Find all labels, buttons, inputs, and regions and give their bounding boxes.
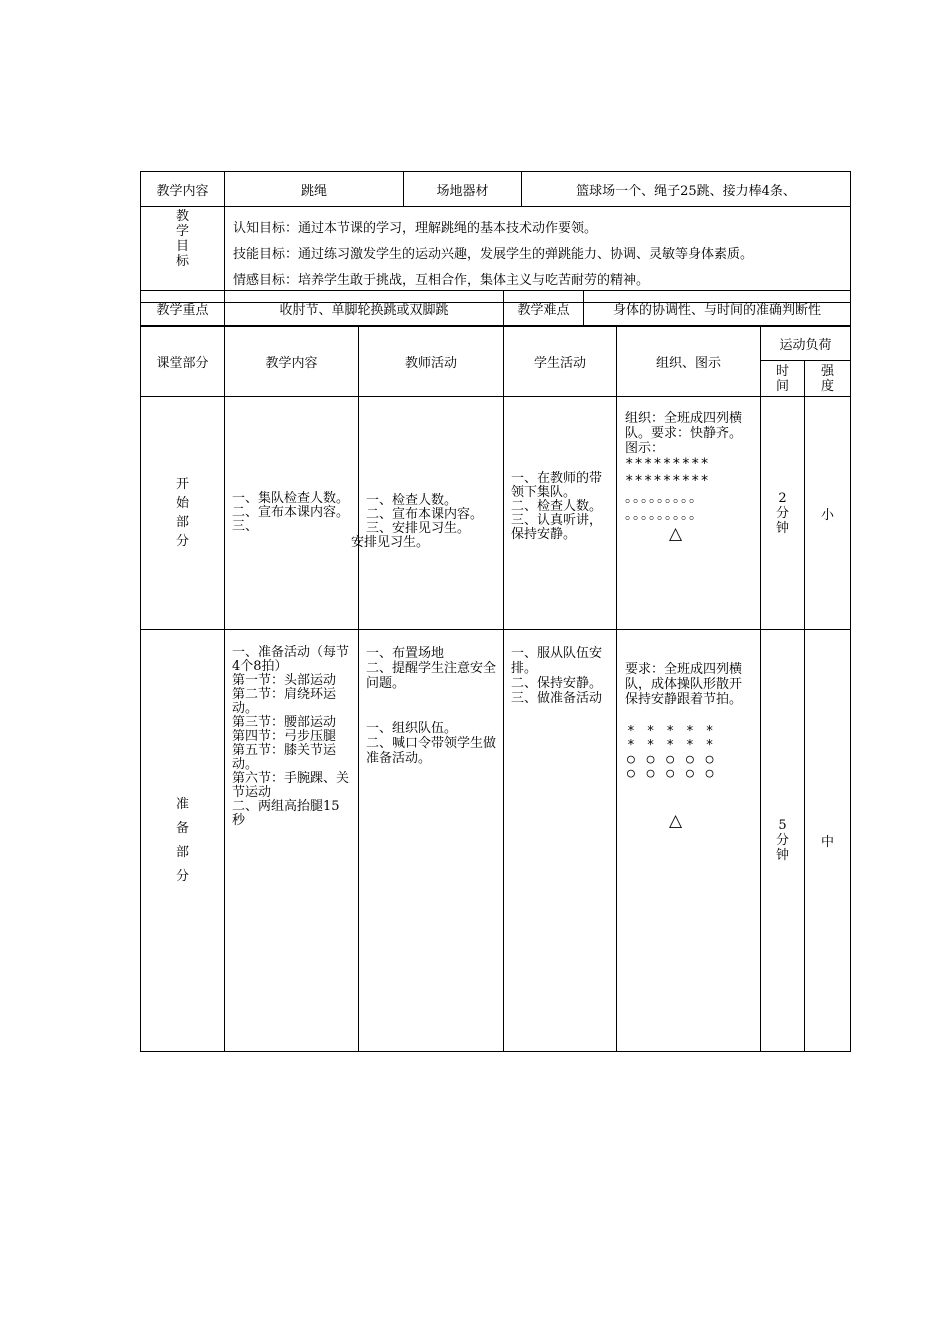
start-time: 2 分 钟 (761, 397, 805, 630)
difficulty-label: 教学难点 (504, 291, 584, 327)
table-row-start (141, 397, 851, 630)
start-teacher (359, 397, 504, 630)
prep-content-text: 一、准备活动（每节4个8拍） 第一节：头部运动 第二节：肩绕环运动。 第三节：腰部运动 第四节：弓步压腿 第五节：膝关节运动。 第六节：手腕踝、关节运动 二、两组高抬腿15秒 (232, 645, 350, 828)
key-point-value: 收肘节、单脚轮换跳或双脚跳 (225, 291, 504, 327)
col-load: 运动负荷 (761, 326, 851, 361)
prep-content (225, 630, 359, 1052)
teacher-position-icon: △ (669, 811, 683, 831)
prep-teacher-text: 一、布置场地 二、提醒学生注意安全问题。 一、组织队伍。 二、喊口令带领学生做准备活动。 (366, 646, 497, 766)
prep-time: 5 分 钟 (761, 630, 805, 1052)
key-point-label: 教学重点 (141, 291, 225, 327)
difficulty-value: 身体的协调性、与时间的准确判断性 (584, 291, 851, 327)
prep-student-text: 一、服从队伍安排。 二、保持安静。 三、做准备活动 (511, 646, 603, 706)
venue-label: 场地器材 (404, 172, 522, 207)
start-org-text: 组织：全班成四列横队。要求：快静齐。 图示： (625, 411, 743, 456)
start-formation-pattern: ********* ********* 。。。。。。。。。 。。。。。。。。。 (625, 456, 710, 523)
part-prep: 准 备 部 分 (141, 630, 225, 1052)
teacher-position-icon: △ (669, 524, 683, 544)
col-student: 学生活动 (504, 326, 617, 397)
lesson-header-table (140, 171, 851, 303)
goal-affective: 情感目标：培养学生敢于挑战，互相合作，集体主义与吃苦耐劳的精神。 (233, 273, 650, 288)
start-content-overflow: 安排见习生。 (351, 535, 430, 550)
col-content: 教学内容 (225, 326, 359, 397)
goals-label (141, 207, 225, 303)
start-teacher-text: 一、检查人数。 二、宣布本课内容。 三、安排见习生。 (366, 493, 484, 536)
goal-skill: 技能目标：通过练习激发学生的运动兴趣，发展学生的弹跳能力、协调、灵敏等身体素质。 (233, 247, 754, 262)
goals-label-text: 教 学 目 标 (175, 209, 189, 269)
start-intensity: 小 (805, 397, 851, 630)
goal-cognitive: 认知目标：通过本节课的学习，理解跳绳的基本技术动作要领。 (233, 221, 598, 236)
prep-teacher (359, 630, 504, 1052)
col-part: 课堂部分 (141, 326, 225, 397)
focus-table (140, 290, 851, 327)
table-row-prep (141, 630, 851, 1052)
prep-intensity: 中 (805, 630, 851, 1052)
col-time: 时 间 (761, 361, 805, 397)
start-content-text: 一、集队检查人数。 二、宣布本课内容。 三、 (232, 491, 350, 534)
start-student (504, 397, 617, 630)
col-intensity: 强 度 (805, 361, 851, 397)
venue-value: 篮球场一个、绳子25跳、接力棒4条、 (522, 172, 851, 207)
prep-student (504, 630, 617, 1052)
prep-formation-pattern: * * * * * * * * * * ○ ○ ○ ○ ○ ○ ○ ○ ○ ○ (627, 724, 716, 781)
col-organization: 组织、图示 (617, 326, 761, 397)
start-content (225, 397, 359, 630)
lesson-plan-table (140, 325, 851, 1052)
col-teacher: 教师活动 (359, 326, 504, 397)
content-value: 跳绳 (225, 172, 404, 207)
part-start: 开 始 部 分 (141, 397, 225, 630)
start-organization (617, 397, 761, 630)
goals-content (225, 207, 851, 303)
prep-org-text: 要求：全班成四列横队，成体操队形散开保持安静跟着节拍。 (625, 662, 743, 707)
content-label: 教学内容 (141, 172, 225, 207)
start-student-text: 一、在教师的带领下集队。 二、检查人数。 三、认真听讲，保持安静。 (511, 471, 603, 542)
prep-organization (617, 630, 761, 1052)
